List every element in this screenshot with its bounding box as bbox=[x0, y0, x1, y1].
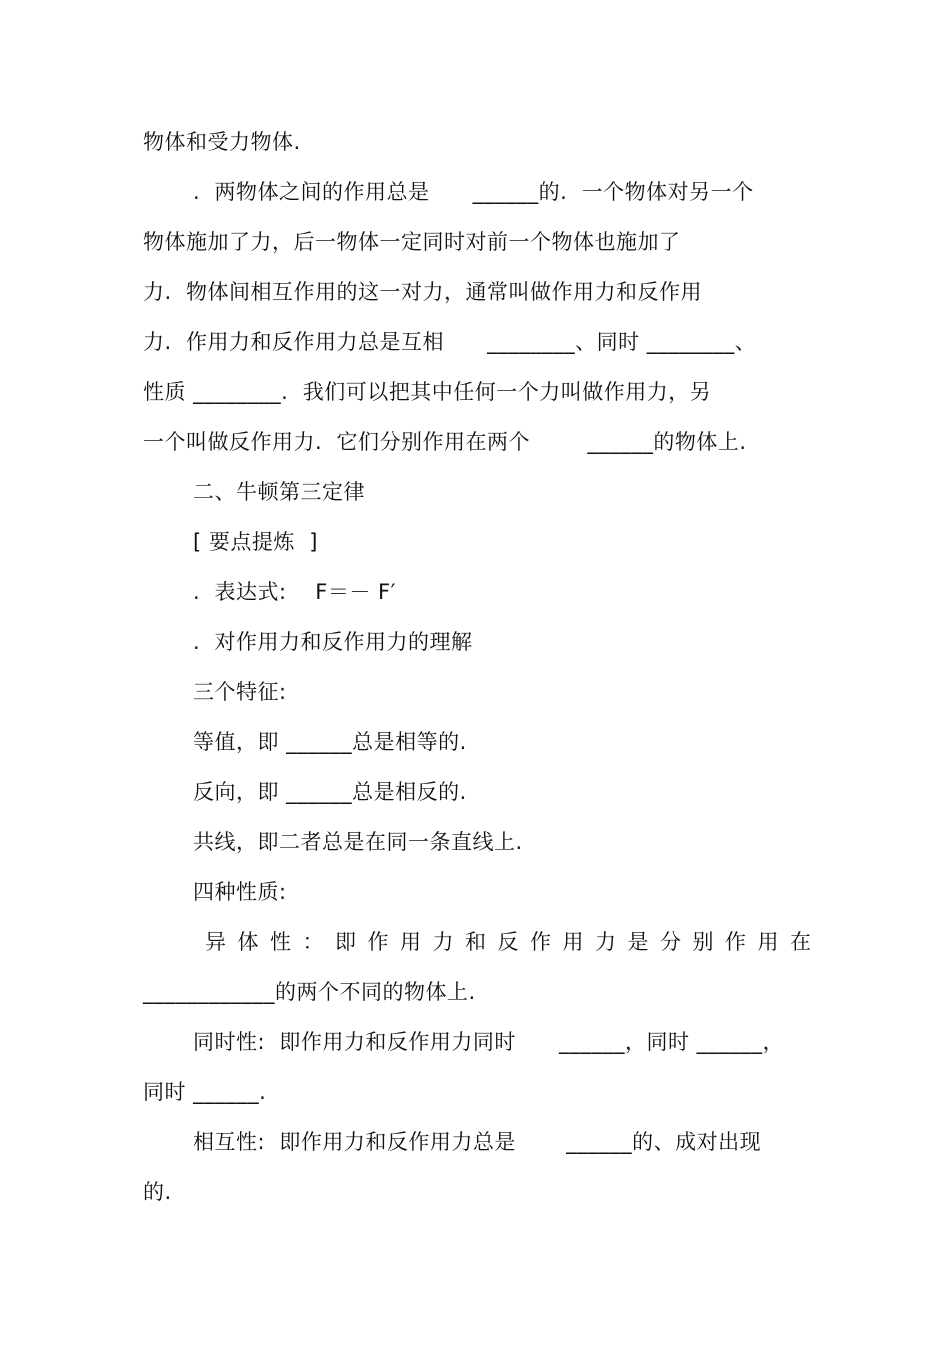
text-line-4: 力. 物体间相互作用的这一对力，通常叫做作用力和反作用 bbox=[143, 280, 703, 304]
text-line-20: 同时 ______. bbox=[143, 1080, 267, 1104]
text-line-22: 的. bbox=[143, 1180, 172, 1204]
text-line-21: 相互性: 即作用力和反作用力总是 ______的、成对出现 bbox=[193, 1130, 762, 1154]
text-line-11: . 对作用力和反作用力的理解 bbox=[193, 630, 473, 654]
text-line-6: 性质 ________. 我们可以把其中任何一个力叫做作用力，另 bbox=[143, 380, 712, 404]
text-line-7: 一个叫做反作用力. 它们分别作用在两个 ______的物体上. bbox=[143, 430, 747, 454]
text-line-2: . 两物体之间的作用总是 ______的. 一个物体对另一个 bbox=[193, 180, 754, 204]
section-heading: 二、牛顿第三定律 bbox=[193, 480, 365, 504]
text-line-13: 等值，即 ______总是相等的. bbox=[193, 730, 467, 754]
text-line-17: 异体性：即作用力和反作用力是分别作用在 bbox=[205, 930, 823, 954]
text-line-14: 反向，即 ______总是相反的. bbox=[193, 780, 467, 804]
text-line-12: 三个特征: bbox=[193, 680, 287, 704]
key-points-heading: [ 要点提炼 ] bbox=[193, 530, 318, 554]
text-line-15: 共线，即二者总是在同一条直线上. bbox=[193, 830, 523, 854]
text-line-3: 物体施加了力，后一物体一定同时对前一个物体也施加了 bbox=[143, 230, 681, 254]
text-line-19: 同时性: 即作用力和反作用力同时 ______，同时 ______， bbox=[193, 1030, 785, 1054]
text-line-1: 物体和受力物体. bbox=[143, 130, 301, 154]
text-line-5: 力. 作用力和反作用力总是互相 ________、同时 ________、 bbox=[143, 330, 757, 354]
formula-line: . 表达式: F＝－ F′ bbox=[193, 580, 396, 604]
text-line-18: ____________的两个不同的物体上. bbox=[143, 980, 476, 1004]
text-line-16: 四种性质: bbox=[193, 880, 287, 904]
